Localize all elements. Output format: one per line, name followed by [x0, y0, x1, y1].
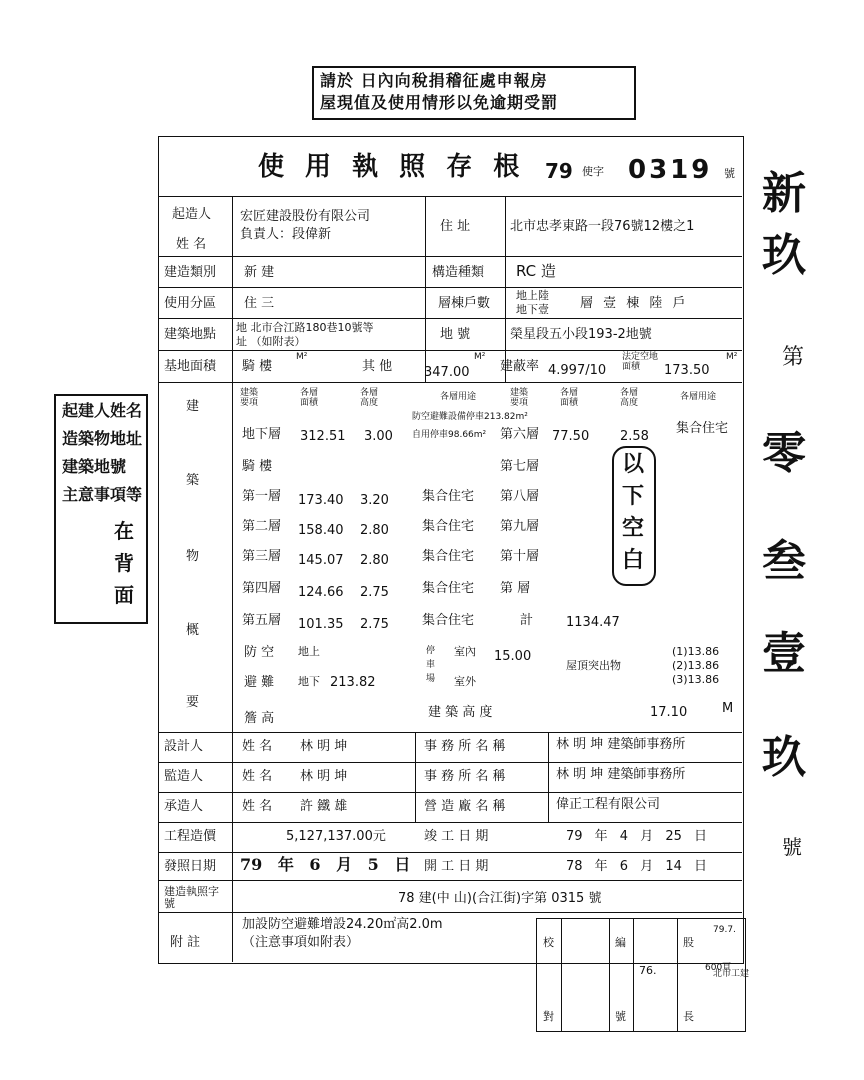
supervisor-name-label: 姓 名 [242, 769, 273, 784]
supervisor-name: 林 明 坤 [300, 769, 348, 784]
floor-area: 312.51 [300, 429, 346, 444]
arcade-unit: M² [296, 352, 308, 362]
blank-below-handwriting: 以 下 空 白 [612, 446, 656, 586]
floors-below: 地下壹 [516, 303, 549, 316]
permit-number: 0319 [628, 155, 713, 185]
other-value: 347.00 [424, 365, 470, 380]
arcade-label: 騎 樓 [242, 359, 273, 374]
complete-label: 竣 工 日 期 [424, 829, 489, 844]
floor-name: 第一層 [242, 489, 282, 504]
contractor-name-label: 姓 名 [242, 799, 273, 814]
permit-ref: 78 建(中 山)(合江街)字第 0315 號 [398, 891, 602, 906]
contractor-name: 許 鐵 雄 [300, 799, 348, 814]
floor-area: 145.07 [298, 553, 344, 568]
parking-label-3: 場 [426, 674, 436, 684]
complete-date: 79 年 4 月 25 日 [566, 829, 708, 844]
start-date: 78 年 6 月 14 日 [566, 859, 708, 874]
roof-value-3: (3)13.86 [672, 673, 720, 686]
col-header-height-2: 各層高度 [620, 388, 639, 408]
parking-label-1: 停 [426, 646, 436, 656]
floor-area: 173.40 [298, 493, 344, 508]
overlay-note-1: 防空避難設備停車213.82m² [412, 412, 528, 422]
floor-name: 第六層 [500, 427, 540, 442]
area-label: 基地面積 [164, 359, 217, 374]
floor-height: 2.80 [360, 523, 389, 538]
eaves-label: 簷 高 [244, 711, 275, 726]
other-label: 其 他 [362, 359, 393, 374]
floor-area: 101.35 [298, 617, 344, 632]
site-address-note: 址 （如附表） [236, 335, 306, 348]
floor-name: 第九層 [500, 519, 540, 534]
building-height-value: 17.10 [650, 705, 688, 720]
note-line-2: （注意事項如附表） [242, 935, 360, 950]
contractor-office: 偉正工程有限公司 [556, 797, 661, 812]
floor-name: 騎 樓 [242, 459, 273, 474]
floor-name: 地下層 [242, 427, 282, 442]
floor-area: 158.40 [298, 523, 344, 538]
shelter-label-1: 防 空 [244, 645, 275, 660]
cost-label: 工程造價 [164, 829, 217, 844]
address-value: 北市忠孝東路一段76號12樓之1 [510, 219, 695, 234]
floor-height: 2.75 [360, 585, 389, 600]
note-line-1: 加設防空避難增設24.20㎡高2.0m [242, 917, 443, 932]
shelter-label-2: 避 難 [244, 675, 275, 690]
floor-use: 集合住宅 [422, 549, 475, 564]
start-label: 開 工 日 期 [424, 859, 489, 874]
issue-label: 發照日期 [164, 859, 217, 874]
floor-name: 第七層 [500, 459, 540, 474]
building-height-label: 建 築 高 度 [428, 705, 493, 720]
applicant-rep: 負責人：段偉新 [240, 227, 332, 242]
floor-height: 2.75 [360, 617, 389, 632]
designer-office: 林 明 坤 建築師事務所 [556, 737, 686, 752]
legal-open-unit: M² [726, 352, 738, 362]
floor-use: 集合住宅 [422, 613, 475, 628]
floor-name: 第八層 [500, 489, 540, 504]
tax-notice-stamp [312, 66, 636, 120]
permit-suffix: 號 [724, 167, 735, 180]
build-type: 新 建 [244, 265, 275, 280]
site-address-label: 建築地點 [164, 327, 217, 342]
supervisor-office-label: 事 務 所 名 稱 [424, 769, 506, 784]
structure: RC 造 [516, 262, 556, 280]
roof-value-1: (1)13.86 [672, 645, 720, 658]
supervisor-label: 監造人 [164, 769, 204, 784]
other-unit: M² [474, 352, 486, 362]
floor-name: 第五層 [242, 613, 282, 628]
parking-outdoor: 室外 [454, 675, 476, 688]
form-title: 使 用 執 照 存 根 [258, 152, 526, 182]
floor-area: 77.50 [552, 429, 590, 444]
floors-label: 層棟戶數 [438, 296, 491, 311]
supervisor-office: 林 明 坤 建築師事務所 [556, 767, 686, 782]
roof-label: 屋頂突出物 [566, 659, 621, 672]
issue-date: 79 年 6 月 5 日 [240, 855, 411, 874]
tax-notice-line-1: 請於 日內向稅捐稽征處申報房 [320, 71, 548, 90]
notes-label: 附 註 [170, 935, 201, 950]
structure-label: 構造種類 [432, 265, 485, 280]
floor-area: 124.66 [298, 585, 344, 600]
floor-name: 第十層 [500, 549, 540, 564]
coverage-value: 4.997/10 [548, 363, 607, 378]
legal-open-value: 173.50 [664, 363, 710, 378]
designer-label: 設計人 [164, 739, 204, 754]
col-header-use-2: 各層用途 [680, 392, 717, 402]
floor-use: 集合住宅 [422, 519, 475, 534]
lot-label: 地 號 [440, 327, 471, 342]
lot-value: 榮星段五小段193-2地號 [510, 327, 652, 342]
designer-name: 林 明 坤 [300, 739, 348, 754]
legal-open-label: 法定空地面積 [622, 352, 659, 372]
col-header-item-2: 建築要項 [510, 388, 529, 408]
floor-name: 第二層 [242, 519, 282, 534]
floors-rest: 層 壹 棟 陸 戶 [580, 296, 686, 311]
floor-height: 3.00 [364, 429, 393, 444]
floor-area: 1134.47 [566, 615, 620, 630]
parking-indoor-value: 15.00 [494, 649, 532, 664]
zone-label: 使用分區 [164, 296, 217, 311]
floor-name: 第三層 [242, 549, 282, 564]
floor-name: 第四層 [242, 581, 282, 596]
tax-notice-line-2: 屋現值及使用情形以免逾期受罰 [320, 93, 559, 112]
col-header-item: 建築要項 [240, 388, 259, 408]
permit-year: 79 [545, 159, 573, 183]
contractor-office-label: 營 造 廠 名 稱 [424, 799, 506, 814]
designer-office-label: 事 務 所 名 稱 [424, 739, 506, 754]
roof-value-2: (2)13.86 [672, 659, 720, 672]
coverage-label: 建蔽率 [500, 359, 540, 374]
zone: 住 三 [244, 296, 275, 311]
parking-label-2: 車 [426, 660, 436, 670]
shelter-below-value: 213.82 [330, 675, 376, 690]
floor-height: 2.58 [620, 429, 649, 444]
floor-height: 2.80 [360, 553, 389, 568]
col-header-height: 各層高度 [360, 388, 379, 408]
right-margin-stamp: 新 玖 第 零 叁 壹 玖 號 [762, 168, 806, 859]
overlay-note-2: 自用停車98.66m² [412, 430, 487, 440]
name-label: 姓 名 [176, 237, 207, 252]
floors-above: 地上陸 [516, 289, 549, 302]
floor-use: 集合住宅 [422, 489, 475, 504]
shelter-above: 地上 [298, 645, 320, 658]
approval-signature-box: 校 對 編 號 股 長 76. 79.7. 北市工建 600頁 [536, 918, 746, 1032]
build-type-label: 建造類別 [164, 265, 217, 280]
floor-name: 計 [520, 613, 534, 628]
floor-use: 集合住宅 [676, 421, 729, 436]
cost-value: 5,127,137.00元 [286, 829, 386, 844]
applicant-label: 起造人 [172, 207, 212, 222]
address-label: 住 址 [440, 219, 471, 234]
left-side-stamp: 起建人姓名 造築物地址 建築地號 主意事項等 在 背 面 [54, 394, 148, 624]
col-header-area: 各層面積 [300, 388, 319, 408]
shelter-below: 地下 [298, 675, 320, 688]
permit-prefix: 使字 [582, 165, 604, 178]
applicant-company: 宏匠建設股份有限公司 [240, 209, 371, 224]
building-height-unit: M [722, 701, 734, 716]
site-address: 地 北市合江路180巷10號等 [236, 321, 374, 334]
parking-indoor: 室內 [454, 645, 476, 658]
building-summary-label: 建 築 物 概 要 [186, 399, 200, 710]
floor-height: 3.20 [360, 493, 389, 508]
col-header-area-2: 各層面積 [560, 388, 579, 408]
floor-name: 第 層 [500, 581, 531, 596]
contractor-label: 承造人 [164, 799, 204, 814]
col-header-use: 各層用途 [440, 392, 477, 402]
floor-use: 集合住宅 [422, 581, 475, 596]
permit-ref-label: 建造執照字 號 [164, 885, 219, 910]
designer-name-label: 姓 名 [242, 739, 273, 754]
